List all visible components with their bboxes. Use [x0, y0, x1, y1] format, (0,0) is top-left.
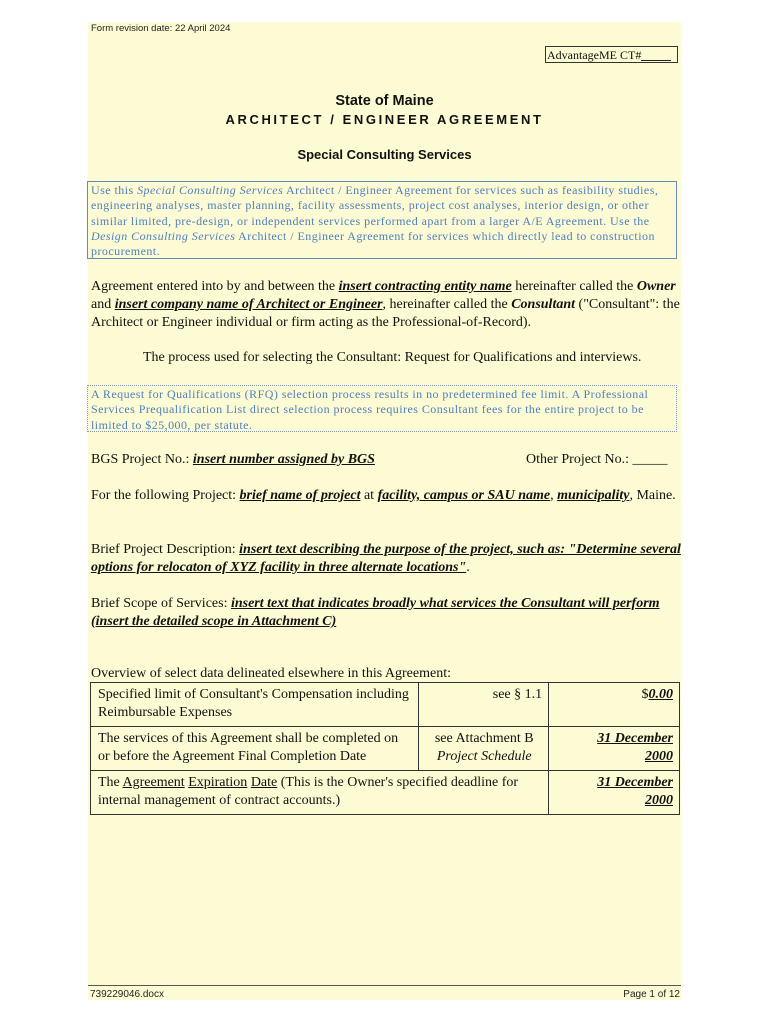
scope-field[interactable]: insert text that indicates broadly what services the Consultant will perform (insert the detailed scope in Attachment C): [91, 596, 660, 629]
project-text: ,: [550, 488, 558, 503]
entity-name-field[interactable]: insert contracting entity name: [338, 279, 512, 294]
description-text: .: [466, 560, 470, 575]
table-row: [91, 683, 680, 727]
other-project-number[interactable]: Other Project No.: _____: [526, 452, 668, 467]
project-label: For the following Project:: [91, 488, 240, 503]
expiration-date-year[interactable]: 2000: [645, 793, 673, 808]
scope-of-services: [91, 595, 681, 631]
note-text: Architect / Engineer Agreement for services which directly lead to construction procurement.: [91, 228, 655, 259]
note-text: Use this: [91, 183, 138, 197]
note-italic: Design Consulting Services: [91, 228, 236, 243]
compensation-amount[interactable]: 0.00: [648, 687, 673, 702]
intro-text: Agreement entered into by and between the: [91, 279, 339, 294]
expiration-text: (This is the Owner's specified deadline for internal management of contract accounts.): [98, 775, 519, 808]
consultant-term: Consultant: [511, 297, 576, 312]
form-revision-date: Form revision date: 22 April 2024: [91, 23, 231, 34]
selection-process: The process used for selecting the Consultant: Request for Qualifications and interviews.: [143, 350, 642, 365]
footer-divider: [88, 985, 681, 986]
rfq-note: A Request for Qualifications (RFQ) selection process results in no predetermined fee limit. A Professional Services Prequalification List direct selection process requires Consultant fees for the entire project to be limited to $25,000, per statute.: [87, 385, 677, 432]
completion-desc: The services of this Agreement shall be completed on or before the Agreement Final Completion Date: [91, 727, 419, 771]
completion-date-day[interactable]: 31 December: [597, 731, 673, 746]
expiration-term: Expiration: [188, 775, 248, 790]
agreement-subtitle: Special Consulting Services: [297, 147, 472, 162]
intro-text: hereinafter called the: [511, 279, 637, 294]
municipality-field[interactable]: municipality: [557, 488, 630, 503]
contract-number-field[interactable]: [545, 46, 678, 63]
compensation-ref: see § 1.1: [419, 683, 549, 727]
state-title: State of Maine: [335, 93, 434, 109]
agreement-title: ARCHITECT / ENGINEER AGREEMENT: [225, 112, 544, 127]
intro-text: ("Consultant": the Architect or Engineer individual or firm acting as the Professional-of-Record).: [91, 297, 680, 330]
document-page: [88, 22, 681, 1000]
completion-date[interactable]: [549, 727, 680, 771]
project-text: , Maine.: [629, 488, 676, 503]
completion-ref-italic: Project Schedule: [436, 749, 532, 764]
expiration-text: The: [98, 775, 123, 790]
compensation-desc: Specified limit of Consultant's Compensation including Reimbursable Expenses: [91, 683, 419, 727]
expiration-term: Date: [250, 775, 278, 790]
note-text: Architect / Engineer Agreement for services such as feasibility studies, engineering analyses, master planning, facility assessments, project cost analyses, interior design, or other similar limited, pre-design, or independent services performed apart from a larger A/E Agreement. Use the: [91, 183, 659, 228]
description-label: Brief Project Description:: [91, 542, 240, 557]
overview-heading: Overview of select data delineated elsewhere in this Agreement:: [91, 666, 451, 681]
project-text: at: [360, 488, 378, 503]
expiration-term: Agreement: [122, 775, 185, 790]
intro-paragraph: [91, 278, 681, 332]
completion-ref: [419, 727, 549, 771]
footer-page-number: Page 1 of 12: [623, 989, 680, 1000]
owner-term: Owner: [636, 279, 676, 294]
contract-number-blank[interactable]: [641, 48, 671, 61]
table-row: [91, 727, 680, 771]
intro-text: , hereinafter called the: [382, 297, 512, 312]
project-description: [91, 541, 681, 577]
project-name-field[interactable]: brief name of project: [239, 488, 361, 503]
footer-filename: 739229046.docx: [90, 989, 164, 1000]
company-name-field[interactable]: insert company name of Architect or Engineer: [114, 297, 383, 312]
compensation-value[interactable]: [549, 683, 680, 727]
facility-field[interactable]: facility, campus or SAU name: [377, 488, 551, 503]
note-italic: Special Consulting Services: [137, 183, 284, 197]
scope-label: Brief Scope of Services:: [91, 596, 231, 611]
usage-instruction-note: [87, 181, 677, 259]
completion-ref-line: see Attachment B: [434, 731, 534, 746]
currency-symbol: $: [641, 687, 649, 702]
project-line: [91, 487, 681, 505]
expiration-desc: [91, 771, 549, 815]
expiration-date-day[interactable]: 31 December: [597, 775, 673, 790]
table-row: [91, 771, 680, 815]
bgs-label: BGS Project No.:: [91, 452, 193, 467]
expiration-date[interactable]: [549, 771, 680, 815]
overview-table: [90, 682, 680, 815]
intro-text: and: [91, 297, 115, 312]
completion-date-year[interactable]: 2000: [645, 749, 673, 764]
description-field[interactable]: insert text describing the purpose of the project, such as: "Determine several options for relocaton of XYZ facility in three alternate locations": [91, 542, 681, 575]
bgs-project-number-field[interactable]: insert number assigned by BGS: [192, 452, 375, 467]
contract-number-label: AdvantageME CT#: [547, 48, 642, 62]
